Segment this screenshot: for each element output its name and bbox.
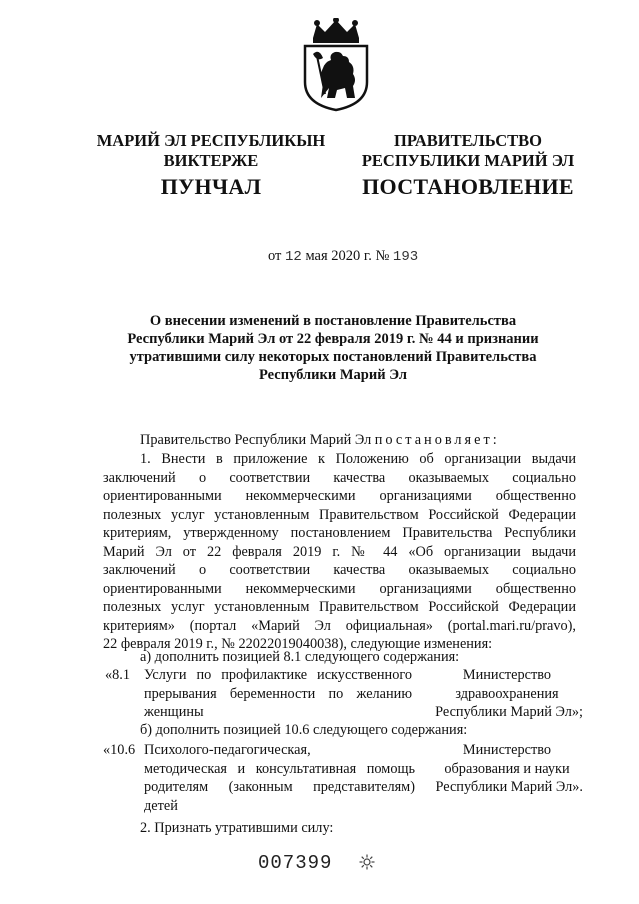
row-number: «10.6 xyxy=(103,742,136,758)
serial-number: 007399 xyxy=(258,852,333,874)
org-line: Министерство xyxy=(462,667,552,683)
para1-line: ориентированными некоммерческими организациями общественно xyxy=(103,580,576,597)
ornament-icon xyxy=(359,854,375,870)
para1-line: 22 февраля 2019 г., № 22022019040038), следующие изменения: xyxy=(103,636,493,652)
document-title xyxy=(118,312,548,384)
coat-of-arms-icon xyxy=(301,18,371,112)
org-line: здравоохранения xyxy=(455,685,559,702)
doc-number: 193 xyxy=(392,249,419,265)
para1-line: полезных услуг установленным Правительством Российской Федерации xyxy=(103,506,576,523)
intro-verb: постановляет: xyxy=(374,432,500,448)
table-row-8-1 xyxy=(103,666,583,722)
row-organization xyxy=(421,666,583,722)
para1-line: заключений о соответствии качества оказываемых социально xyxy=(103,469,576,486)
table-row-10-6 xyxy=(103,741,583,813)
row-description xyxy=(144,666,412,722)
date-number-line xyxy=(268,248,418,265)
desc-line: родителям (законным представителям) xyxy=(144,779,415,795)
para1-line: полезных услуг установленным Правительством Российской Федерации xyxy=(103,599,576,615)
row-number: «8.1 xyxy=(105,667,131,683)
desc-line: женщины xyxy=(144,704,204,720)
org-line: образования и науки xyxy=(444,760,570,777)
para1-line: Марий Эл от 22 февраля 2019 г. № 44 «Об организации выдачи xyxy=(103,543,576,560)
intro-line xyxy=(140,431,500,450)
desc-line: прерывания беременности по желанию xyxy=(144,685,412,702)
header-right-block xyxy=(353,131,583,171)
title-line: О внесении изменений в постановление Правительства xyxy=(149,313,517,329)
header-right-line2: РЕСПУБЛИКИ МАРИЙ ЭЛ xyxy=(361,151,575,170)
intro-subject: Правительство Республики Марий Эл xyxy=(140,432,372,448)
title-line: Республики Марий Эл xyxy=(259,367,407,383)
para1-line: ориентированными некоммерческими организациями общественно xyxy=(103,488,576,504)
row-description xyxy=(144,741,415,815)
org-line: Республики Марий Эл»; xyxy=(435,704,583,720)
org-line: Министерство xyxy=(462,742,552,758)
paragraph-1 xyxy=(103,450,576,654)
header-right-line1: ПРАВИТЕЛЬСТВО xyxy=(394,131,542,150)
doc-type-mari: ПУНЧАЛ xyxy=(160,174,262,199)
title-line: утратившими силу некоторых постановлений Правительства xyxy=(129,349,537,365)
item-a: а) дополнить позицией 8.1 следующего содержания: xyxy=(140,649,460,665)
org-line: Республики Марий Эл». xyxy=(435,779,583,795)
para1-line: заключений о соответствии качества оказываемых социально xyxy=(103,562,576,578)
para1-line: критериям, утвержденному постановлением Правительства Республики xyxy=(103,525,576,541)
item-b: б) дополнить позицией 10.6 следующего содержания: xyxy=(140,722,468,738)
desc-line: детей xyxy=(144,797,178,814)
para1-line: 1. Внести в приложение к Положению об организации выдачи xyxy=(140,451,576,467)
header-left-line2: ВИКТЕРЖЕ xyxy=(163,151,259,170)
desc-line: методическая и консультативная помощь xyxy=(144,760,415,777)
header-left-line1: МАРИЙ ЭЛ РЕСПУБЛИКЫН xyxy=(96,131,326,150)
desc-line: Услуги по профилактике искусственного xyxy=(144,667,412,683)
header-left-block xyxy=(86,131,336,171)
row-organization xyxy=(421,741,583,797)
para1-line: критериям» (портал «Марий Эл официальная» (portal.mari.ru/pravo), xyxy=(103,617,576,634)
date-month-year: мая 2020 г. № xyxy=(305,248,390,264)
date-prefix: от xyxy=(268,248,282,264)
title-line: Республики Марий Эл от 22 февраля 2019 г. № 44 и признании xyxy=(127,331,539,347)
date-day: 12 xyxy=(285,249,302,265)
item-2: 2. Признать утратившими силу: xyxy=(140,820,334,836)
desc-line: Психолого-педагогическая, xyxy=(144,742,311,758)
doc-type-russian: ПОСТАНОВЛЕНИЕ xyxy=(362,174,574,199)
